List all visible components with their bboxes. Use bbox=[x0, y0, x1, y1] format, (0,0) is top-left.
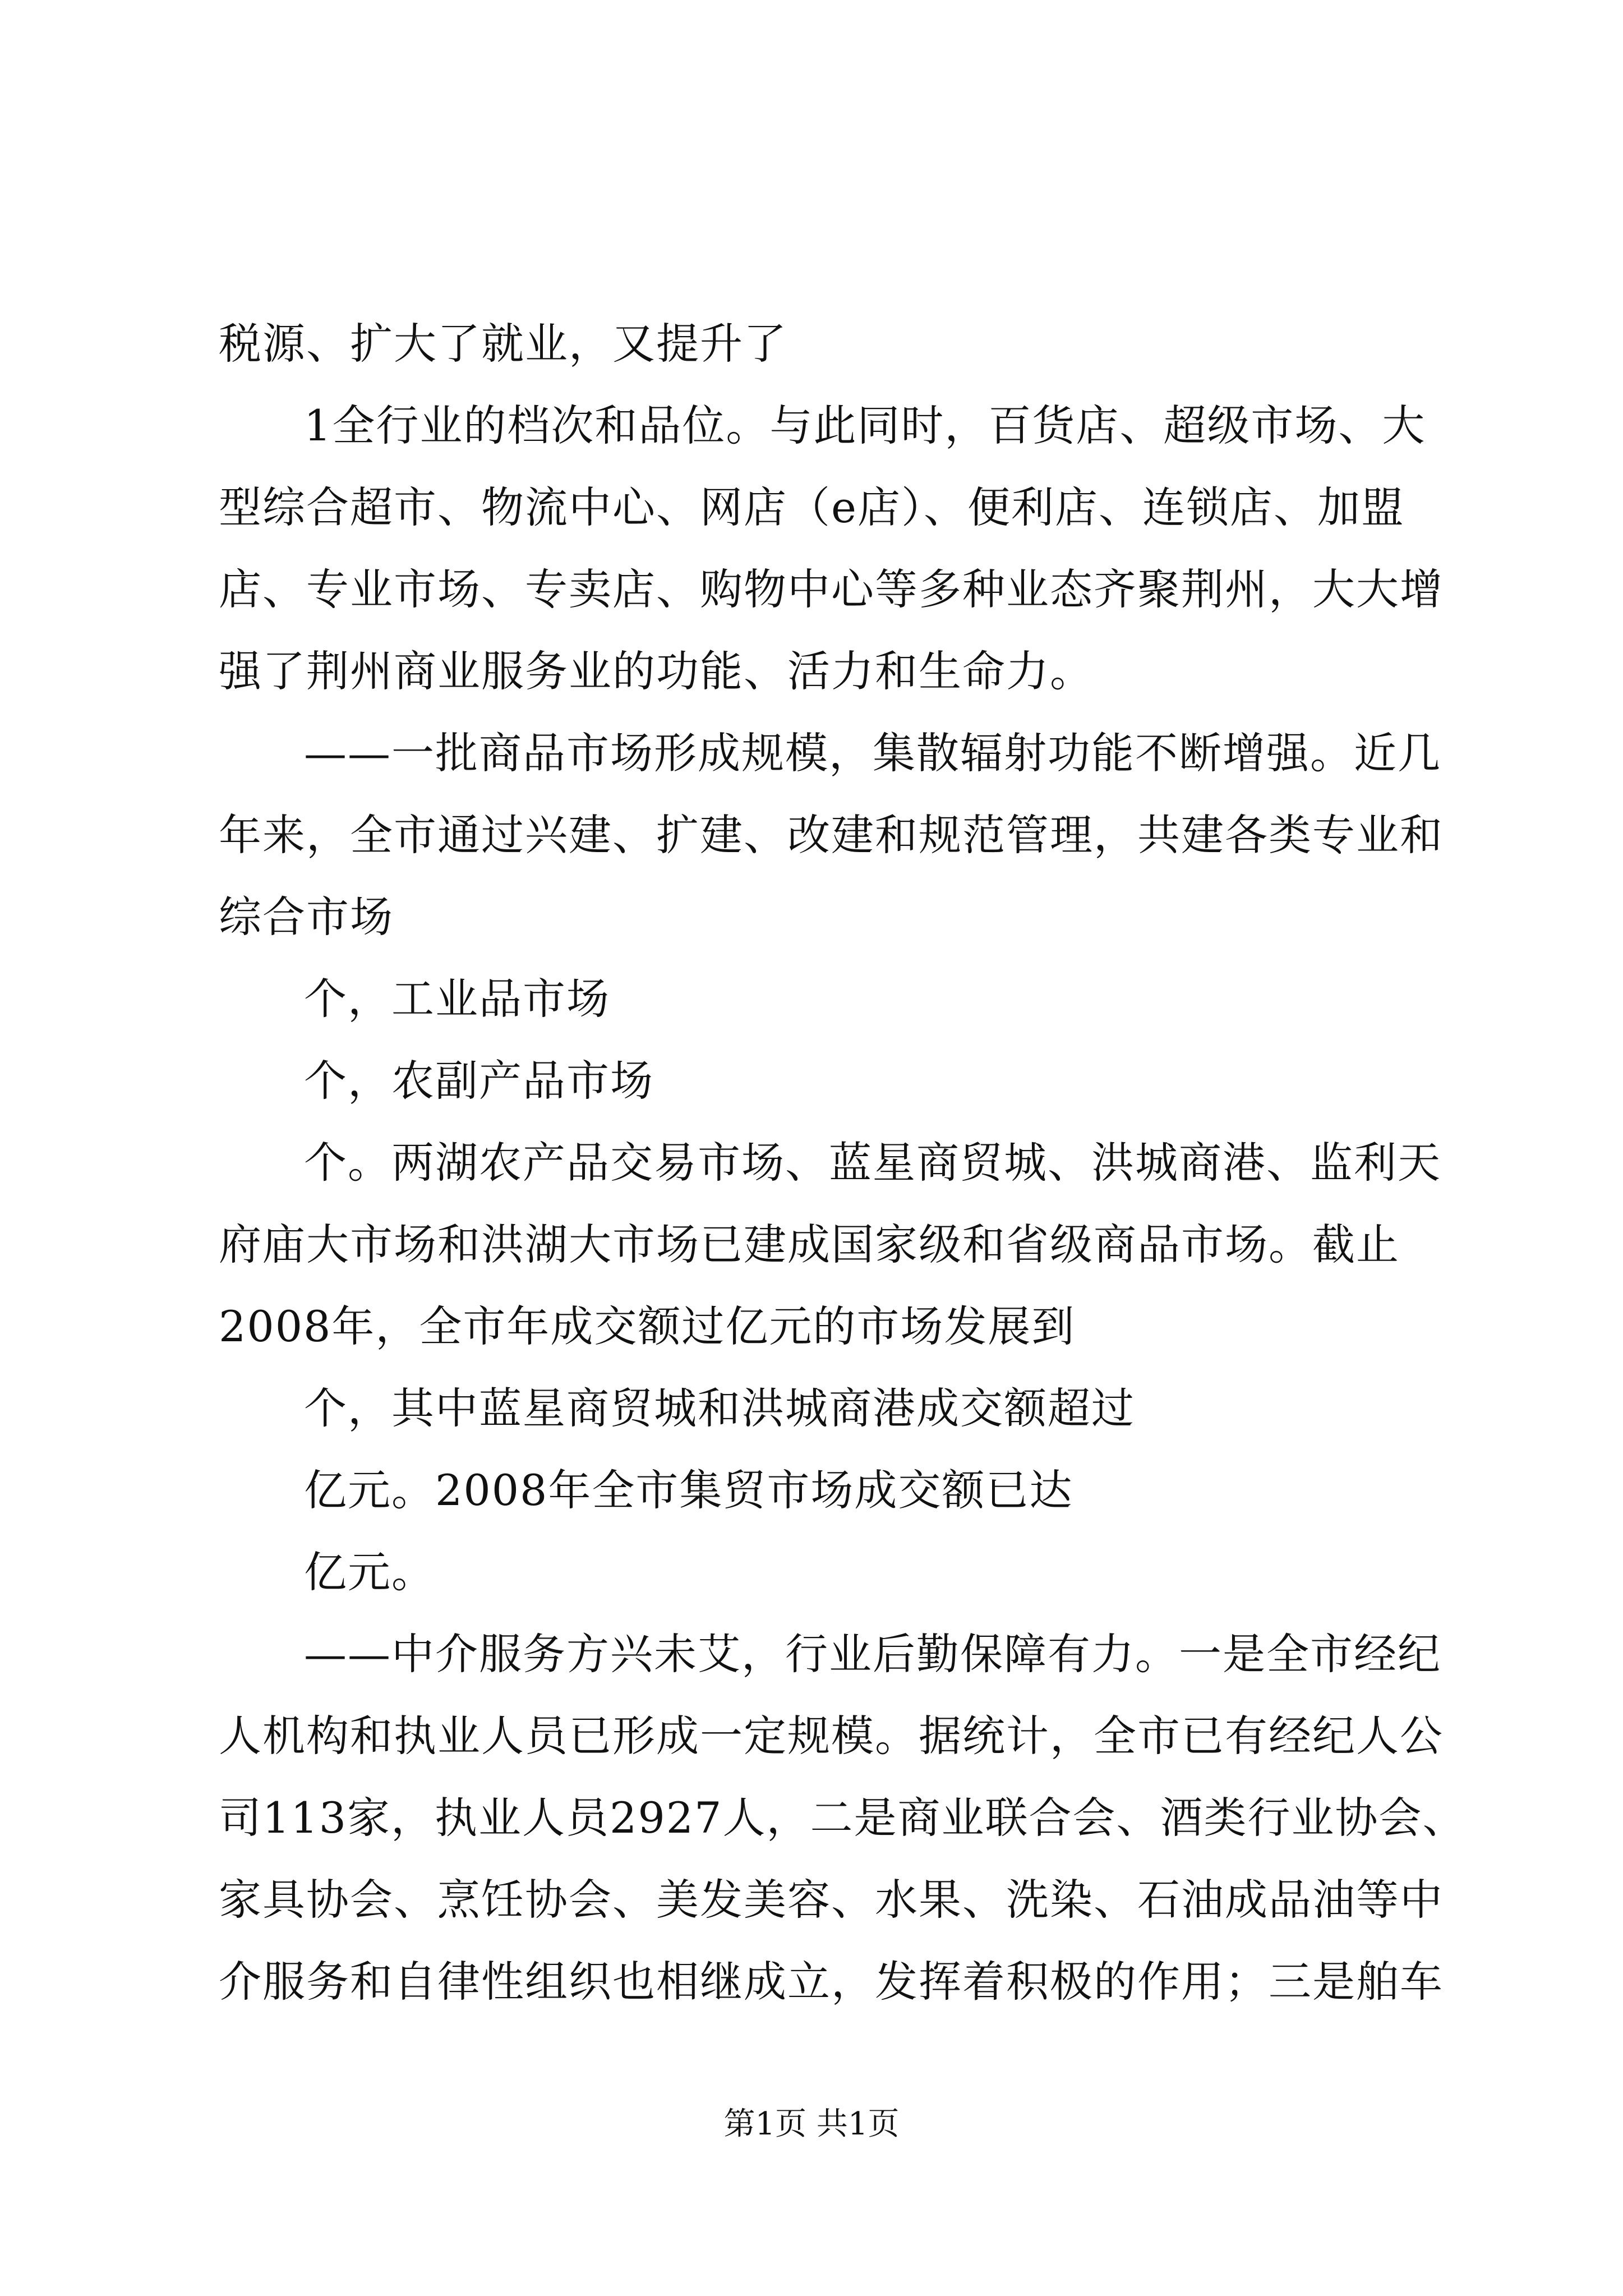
text-line: 税源、扩大了就业，又提升了 bbox=[219, 319, 787, 369]
text-line: ——中介服务方兴未艾，行业后勤保障有力。一是全市经纪 bbox=[304, 1629, 1441, 1679]
text-line: 府庙大市场和洪湖大市场已建成国家级和省级商品市场。截止 bbox=[219, 1220, 1400, 1269]
page-footer: 第1页 共1页 bbox=[723, 2106, 900, 2142]
text-line: 人机构和执业人员已形成一定规模。据统计，全市已有经纪人公 bbox=[219, 1711, 1444, 1761]
document-body bbox=[219, 303, 1467, 2023]
text-line: 年来，全市通过兴建、扩建、改建和规范管理，共建各类专业和 bbox=[219, 810, 1444, 860]
text-line: 强了荆州商业服务业的功能、活力和生命力。 bbox=[219, 646, 1094, 696]
text-line: 介服务和自律性组织也相继成立，发挥着积极的作用；三是舶车 bbox=[219, 1957, 1444, 2007]
text-line: 个，农副产品市场 bbox=[304, 1056, 654, 1106]
text-line: 家具协会、烹饪协会、美发美容、水果、洗染、石油成品油等中 bbox=[219, 1875, 1444, 1925]
text-line: ——一批商品市场形成规模，集散辐射功能不断增强。近几 bbox=[304, 728, 1441, 778]
text-line: 亿元。2008年全市集贸市场成交额已达 bbox=[304, 1465, 1073, 1515]
text-line: 个，工业品市场 bbox=[304, 974, 610, 1024]
text-line: 综合市场 bbox=[219, 892, 394, 942]
text-line: 店、专业市场、专卖店、购物中心等多种业态齐聚荆州，大大增 bbox=[219, 564, 1444, 614]
text-line: 个。两湖农产品交易市场、蓝星商贸城、洪城商港、监利天 bbox=[304, 1138, 1441, 1188]
text-line: 亿元。 bbox=[304, 1547, 435, 1597]
text-line: 个，其中蓝星商贸城和洪城商港成交额超过 bbox=[304, 1383, 1135, 1433]
text-line: 司113家，执业人员2927人，二是商业联合会、酒类行业协会、 bbox=[219, 1793, 1467, 1843]
text-line: 2008年，全市年成交额过亿元的市场发展到 bbox=[219, 1301, 1076, 1351]
text-line: 型综合超市、物流中心、网店（e店）、便利店、连锁店、加盟 bbox=[219, 482, 1405, 532]
text-line: 1全行业的档次和品位。与此同时，百货店、超级市场、大 bbox=[304, 401, 1426, 450]
